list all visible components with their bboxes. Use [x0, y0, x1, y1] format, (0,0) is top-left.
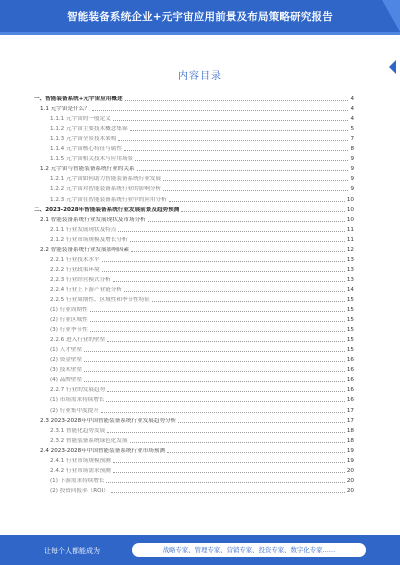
- toc-entry-title: 1.1.5 元宇宙相关技术与应用场景: [50, 156, 134, 163]
- toc-entry-title: 1.1.4 元宇宙核心特征与属性: [50, 146, 122, 153]
- toc-entry-page: 14: [346, 286, 354, 293]
- toc-dot-leader: [106, 482, 344, 483]
- toc-entry-page: 17: [346, 417, 354, 424]
- toc-entry-page: 9: [350, 176, 354, 183]
- toc-entry-page: 5: [350, 126, 354, 133]
- toc-entry-page: 15: [346, 296, 354, 303]
- toc-entry-title: 二、2023-2028年智能装备系统行业发展前景及趋势预测: [34, 206, 180, 213]
- header-corner-decoration: [382, 0, 400, 32]
- toc-dot-leader: [118, 140, 348, 141]
- toc-entry-page: 18: [346, 427, 354, 434]
- toc-entry-page: 15: [346, 327, 354, 334]
- toc-entry-title: 1.1.3 元宇宙全景技术架构: [50, 136, 117, 143]
- report-title: 智能装备系统企业+元宇宙应用前景及布局策略研究报告: [67, 11, 333, 23]
- toc-entry[interactable]: [34, 243, 354, 253]
- toc-dot-leader: [148, 221, 345, 222]
- toc-dot-leader: [84, 361, 345, 362]
- toc-entry-page: 16: [346, 367, 354, 374]
- toc-entry[interactable]: [34, 213, 354, 223]
- toc-dot-leader: [90, 321, 345, 322]
- toc-dot-leader: [107, 341, 345, 342]
- toc-entry[interactable]: [34, 323, 354, 333]
- toc-entry-title: (2) 资金壁垒: [50, 357, 83, 364]
- toc-entry-title: 2.2.1 行业技术水平: [50, 256, 100, 263]
- toc-entry-page: 4: [350, 96, 354, 103]
- toc-entry-page: 13: [346, 276, 354, 283]
- toc-entry-page: 18: [346, 437, 354, 444]
- toc-dot-leader: [124, 291, 345, 292]
- toc-entry-title: 1.1.1 元宇宙的一般定义: [50, 116, 111, 123]
- toc-entry[interactable]: [34, 403, 354, 413]
- toc-entry-title: 2.3.1 智能化趋势发展: [50, 427, 106, 434]
- toc-dot-leader: [84, 371, 345, 372]
- toc-entry-page: 4: [350, 116, 354, 123]
- toc-entry[interactable]: [34, 464, 354, 474]
- toc-dot-leader: [113, 281, 345, 282]
- toc-entry-title: (1) 人才壁垒: [50, 347, 83, 354]
- header-accent-bar: [0, 32, 400, 35]
- toc-entry-title: 2.2.2 行业政策环境: [50, 266, 100, 273]
- toc-entry[interactable]: [34, 444, 354, 454]
- toc-entry-title: 1.1.2 元宇宙主要技术概念集锦: [50, 126, 128, 133]
- toc-dot-leader: [130, 130, 349, 131]
- toc-dot-leader: [178, 422, 345, 423]
- toc-dot-leader: [124, 150, 348, 151]
- toc-dot-leader: [137, 170, 349, 171]
- toc-dot-leader: [90, 311, 345, 312]
- toc-entry-title: 2.1 智能装备系统行业发展现状及市场分析: [40, 216, 146, 223]
- footer-roles-pill: 战略专家、管理专家、营销专家、投资专家、数字化专家……: [132, 543, 366, 557]
- toc-entry-page: 10: [346, 196, 354, 203]
- toc-entry-title: 1.1 元宇宙是什么？: [40, 106, 90, 113]
- toc-entry-page: 13: [346, 266, 354, 273]
- toc-entry[interactable]: [34, 353, 354, 363]
- toc-dot-leader: [106, 401, 344, 402]
- toc-entry[interactable]: [34, 203, 354, 213]
- toc-entry-page: 9: [350, 156, 354, 163]
- toc-entry[interactable]: [34, 373, 354, 383]
- toc-entry-page: 10: [346, 206, 354, 213]
- footer-slogan: 让每个人都能成为: [44, 547, 100, 555]
- toc-dot-leader: [152, 301, 345, 302]
- toc-entry[interactable]: [34, 383, 354, 393]
- toc-entry-title: 2.1.1 行业发展现状及特点: [50, 226, 117, 233]
- toc-entry-title: 1.2.3 元宇宙在智能装备系统行业中的应用分析: [50, 196, 167, 203]
- toc-heading: 内容目录: [178, 71, 222, 82]
- toc-entry-page: 20: [346, 467, 354, 474]
- toc-entry-title: 2.2.3 行业经营模式分析: [50, 276, 111, 283]
- toc-entry[interactable]: [34, 182, 354, 192]
- table-of-contents: [34, 92, 354, 494]
- toc-dot-leader: [90, 331, 345, 332]
- toc-entry[interactable]: [34, 363, 354, 373]
- toc-entry-title: (3) 行业季节性: [50, 327, 88, 334]
- toc-entry-title: 2.2.4 行业上下游产业链分析: [50, 286, 122, 293]
- toc-dot-leader: [125, 100, 349, 101]
- toc-entry-page: 9: [350, 166, 354, 173]
- toc-entry[interactable]: [34, 293, 354, 303]
- toc-entry[interactable]: [34, 142, 354, 152]
- toc-entry-page: 16: [346, 387, 354, 394]
- toc-entry-page: 15: [346, 347, 354, 354]
- toc-entry-page: 12: [346, 246, 354, 253]
- toc-dot-leader: [107, 391, 345, 392]
- toc-entry[interactable]: [34, 92, 354, 102]
- toc-entry-title: (1) 下游需求持续增长: [50, 477, 105, 484]
- toc-entry-page: 20: [346, 487, 354, 494]
- toc-entry-page: 19: [346, 457, 354, 464]
- toc-entry-title: (2) 行业集中度提升: [50, 407, 99, 414]
- toc-entry-page: 15: [346, 317, 354, 324]
- toc-entry[interactable]: [34, 283, 354, 293]
- toc-entry[interactable]: [34, 343, 354, 353]
- toc-entry[interactable]: [34, 434, 354, 444]
- toc-entry-title: 2.4 2023-2028年中国智能装备系统行业市场预测: [40, 447, 166, 454]
- toc-entry[interactable]: [34, 192, 354, 202]
- toc-entry[interactable]: [34, 333, 354, 343]
- toc-entry-title: 2.4.2 行业市场需求预测: [50, 467, 111, 474]
- toc-dot-leader: [102, 261, 345, 262]
- toc-dot-leader: [169, 201, 345, 202]
- toc-entry-page: 15: [346, 307, 354, 314]
- toc-dot-leader: [84, 351, 345, 352]
- toc-entry-title: 1.2 元宇宙与智能装备系统行业的关系: [40, 166, 135, 173]
- toc-entry-title: 2.2.7 行业的发展趋势: [50, 387, 106, 394]
- toc-entry[interactable]: [34, 223, 354, 233]
- toc-dot-leader: [113, 120, 349, 121]
- toc-entry-title: 2.2.6 进入行业的壁垒: [50, 337, 106, 344]
- toc-entry-title: (4) 品牌壁垒: [50, 377, 83, 384]
- toc-entry[interactable]: [34, 102, 354, 112]
- toc-entry-title: 一、智能装备系统+元宇宙应用概述: [34, 96, 123, 103]
- toc-entry-page: 4: [350, 106, 354, 113]
- report-header: [0, 0, 400, 32]
- toc-entry[interactable]: [34, 233, 354, 243]
- toc-entry-title: (3) 技术壁垒: [50, 367, 83, 374]
- toc-entry-page: 11: [346, 226, 354, 233]
- toc-entry-page: 19: [346, 447, 354, 454]
- toc-dot-leader: [113, 462, 345, 463]
- toc-dot-leader: [84, 381, 345, 382]
- toc-entry-title: 2.2.5 行业周期性、区域性和季节性特征: [50, 296, 150, 303]
- toc-entry-page: 13: [346, 256, 354, 263]
- toc-entry[interactable]: [34, 313, 354, 323]
- toc-dot-leader: [130, 241, 345, 242]
- toc-entry-page: 17: [346, 407, 354, 414]
- toc-entry[interactable]: [34, 414, 354, 424]
- toc-dot-leader: [118, 231, 345, 232]
- toc-entry[interactable]: [34, 132, 354, 142]
- toc-dot-leader: [181, 211, 345, 212]
- toc-entry-title: (1) 行业周期性: [50, 307, 88, 314]
- toc-entry[interactable]: [34, 112, 354, 122]
- toc-entry-page: 16: [346, 377, 354, 384]
- toc-dot-leader: [163, 180, 348, 181]
- toc-dot-leader: [113, 472, 345, 473]
- toc-entry-page: 15: [346, 337, 354, 344]
- toc-entry-title: 2.3 2023-2028年中国智能装备系统行业发展趋势分析: [40, 417, 177, 424]
- toc-entry-page: 11: [346, 236, 354, 243]
- toc-dot-leader: [102, 271, 345, 272]
- toc-entry-page: 10: [346, 216, 354, 223]
- toc-entry-title: (2) 行业区域性: [50, 317, 88, 324]
- toc-entry-page: 20: [346, 477, 354, 484]
- toc-entry-title: 1.2.2 元宇宙对智能装备系统行业的影响分析: [50, 186, 162, 193]
- toc-entry[interactable]: [34, 152, 354, 162]
- toc-entry-page: 7: [350, 136, 354, 143]
- toc-entry-title: (2) 投资回报率（ROI）: [50, 487, 109, 494]
- toc-entry[interactable]: [34, 303, 354, 313]
- toc-entry[interactable]: [34, 424, 354, 434]
- toc-dot-leader: [130, 442, 345, 443]
- toc-entry[interactable]: [34, 474, 354, 484]
- toc-entry-title: 2.4.1 行业市场规模预测: [50, 457, 111, 464]
- toc-entry-page: 8: [350, 146, 354, 153]
- toc-dot-leader: [111, 492, 345, 493]
- toc-dot-leader: [107, 432, 345, 433]
- toc-entry[interactable]: [34, 273, 354, 283]
- toc-entry[interactable]: [34, 162, 354, 172]
- toc-entry[interactable]: [34, 484, 354, 494]
- toc-entry[interactable]: [34, 122, 354, 132]
- toc-entry-page: 16: [346, 397, 354, 404]
- toc-entry-title: (1) 市场需求持续增长: [50, 397, 105, 404]
- toc-entry-page: 16: [346, 357, 354, 364]
- toc-entry-title: 2.2 智能装备系统行业发展影响因素: [40, 246, 129, 253]
- toc-entry-title: 2.1.2 行业市场规模及增长分析: [50, 236, 128, 243]
- toc-entry-page: 9: [350, 186, 354, 193]
- toc-dot-leader: [167, 452, 345, 453]
- toc-dot-leader: [163, 190, 348, 191]
- toc-dot-leader: [92, 110, 349, 111]
- toc-entry[interactable]: [34, 263, 354, 273]
- toc-dot-leader: [131, 251, 345, 252]
- footer-content: [0, 538, 400, 562]
- toc-dot-leader: [135, 160, 348, 161]
- toc-entry[interactable]: [34, 172, 354, 182]
- toc-entry[interactable]: [34, 253, 354, 263]
- toc-entry[interactable]: [34, 393, 354, 403]
- toc-entry-title: 1.2.1 元宇宙如何助力智能装备系统行业发展: [50, 176, 162, 183]
- toc-entry[interactable]: [34, 454, 354, 464]
- toc-entry-title: 2.3.2 智能装备系统绿色化发展: [50, 437, 128, 444]
- toc-dot-leader: [101, 412, 345, 413]
